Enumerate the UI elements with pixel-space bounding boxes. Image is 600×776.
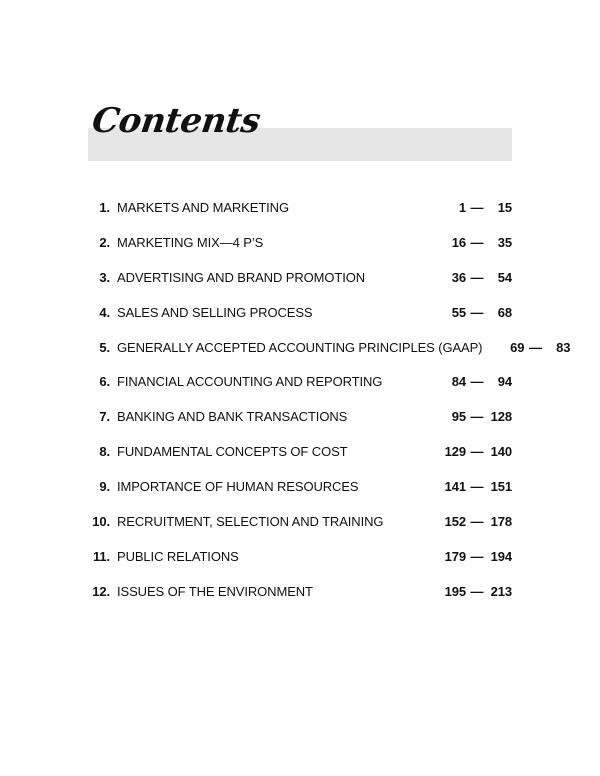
toc-entry[interactable] (88, 539, 512, 574)
chapter-number: 8. (99, 444, 110, 460)
chapter-title: RECRUITMENT, SELECTION AND TRAINING (117, 513, 384, 529)
chapter-number: 4. (99, 304, 110, 320)
page-range (424, 549, 512, 564)
toc-entry[interactable] (88, 364, 512, 399)
page-range (424, 514, 512, 529)
end-page: 140 (490, 444, 512, 460)
chapter-number: 5. (99, 339, 110, 355)
end-page: 151 (490, 479, 512, 495)
toc-entry[interactable] (88, 469, 512, 504)
start-page: 16 (451, 234, 466, 250)
page-range (424, 444, 512, 459)
toc-entry[interactable] (88, 574, 512, 609)
range-dash: — (470, 548, 484, 564)
start-page: 129 (444, 444, 466, 460)
chapter-number: 10. (92, 513, 110, 529)
range-dash: — (470, 269, 484, 285)
start-page: 69 (510, 339, 525, 355)
start-page: 84 (451, 374, 466, 390)
range-dash: — (470, 479, 484, 495)
range-dash: — (528, 339, 542, 355)
page-range (424, 409, 512, 424)
chapter-title: ISSUES OF THE ENVIRONMENT (117, 583, 313, 599)
toc-entry[interactable] (88, 504, 512, 539)
start-page: 195 (444, 583, 466, 599)
chapter-number: 6. (99, 374, 110, 390)
chapter-title: MARKETING MIX—4 P’S (117, 234, 264, 250)
end-page: 68 (497, 304, 512, 320)
start-page: 1 (458, 199, 466, 215)
start-page: 179 (444, 548, 466, 564)
start-page: 55 (451, 304, 466, 320)
toc-entry[interactable] (88, 260, 512, 295)
chapter-title: BANKING AND BANK TRANSACTIONS (117, 409, 348, 425)
chapter-title: MARKETS AND MARKETING (117, 199, 289, 215)
end-page: 15 (497, 199, 512, 215)
range-dash: — (470, 374, 484, 390)
toc-entry[interactable] (88, 225, 512, 260)
table-of-contents (88, 190, 571, 609)
end-page: 128 (490, 409, 512, 425)
start-page: 95 (451, 409, 466, 425)
chapter-number: 2. (99, 234, 110, 250)
range-dash: — (470, 444, 484, 460)
chapter-title: GENERALLY ACCEPTED ACCOUNTING PRINCIPLES (GAAP) (117, 339, 483, 355)
toc-entry[interactable] (88, 190, 512, 225)
range-dash: — (470, 199, 484, 215)
end-page: 54 (497, 269, 512, 285)
chapter-number: 1. (99, 199, 110, 215)
page-range (424, 270, 512, 285)
toc-entry[interactable] (88, 434, 512, 469)
page-range (424, 584, 512, 599)
range-dash: — (470, 409, 484, 425)
end-page: 178 (490, 513, 512, 529)
chapter-number: 12. (92, 583, 110, 599)
chapter-number: 7. (99, 409, 110, 425)
page-range (424, 235, 512, 250)
range-dash: — (470, 513, 484, 529)
page-title: Contents (89, 101, 263, 141)
page-range (424, 200, 512, 215)
end-page: 35 (497, 234, 512, 250)
page-range (424, 305, 512, 320)
start-page: 36 (451, 269, 466, 285)
chapter-title: ADVERTISING AND BRAND PROMOTION (117, 269, 366, 285)
chapter-title: IMPORTANCE OF HUMAN RESOURCES (117, 479, 359, 495)
end-page: 94 (497, 374, 512, 390)
page-range (482, 340, 570, 355)
end-page: 213 (490, 583, 512, 599)
start-page: 152 (444, 513, 466, 529)
toc-entry[interactable] (88, 295, 512, 330)
chapter-title: PUBLIC RELATIONS (117, 548, 239, 564)
end-page: 194 (490, 548, 512, 564)
chapter-title: SALES AND SELLING PROCESS (117, 304, 313, 320)
page-range (424, 479, 512, 494)
toc-entry[interactable] (88, 330, 571, 365)
range-dash: — (470, 304, 484, 320)
chapter-number: 11. (92, 548, 110, 564)
toc-entry[interactable] (88, 399, 512, 434)
range-dash: — (470, 234, 484, 250)
end-page: 83 (556, 339, 571, 355)
start-page: 141 (444, 479, 466, 495)
chapter-title: FINANCIAL ACCOUNTING AND REPORTING (117, 374, 383, 390)
chapter-number: 9. (99, 479, 110, 495)
page-range (424, 374, 512, 389)
chapter-title: FUNDAMENTAL CONCEPTS OF COST (117, 444, 348, 460)
chapter-number: 3. (99, 269, 110, 285)
range-dash: — (470, 583, 484, 599)
